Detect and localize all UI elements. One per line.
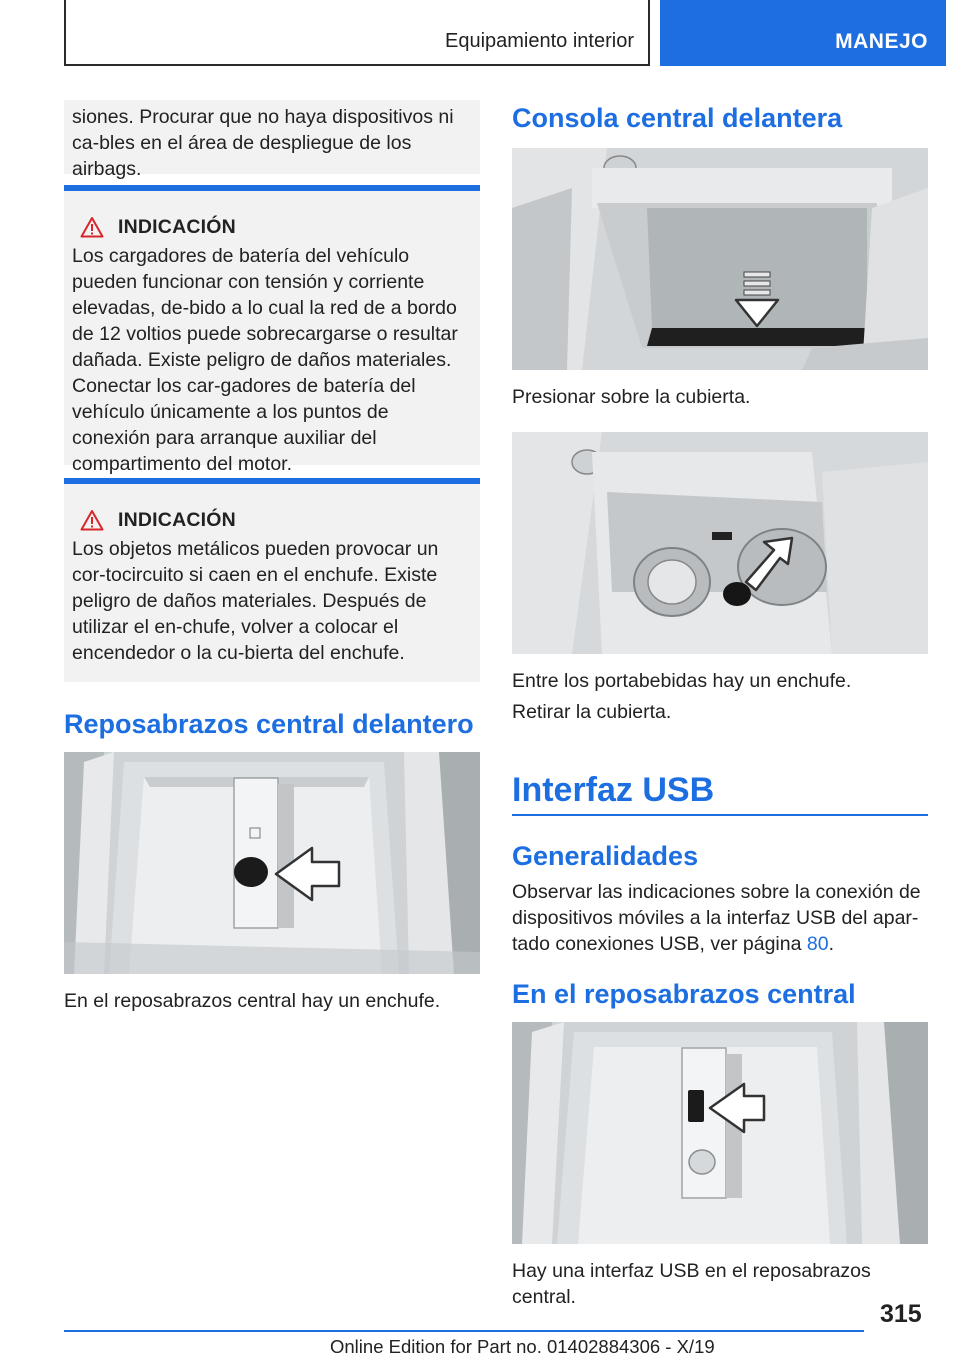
- header-section-tab: [64, 0, 650, 66]
- console-heading: Consola central delantera: [512, 103, 843, 133]
- notice-2-text: Los objetos metálicos pueden provocar un cor-tocircuito si caen en el enchufe. Existe peligro de daños materiales. Después de utilizar el en-chufe, volver a colocar el encendedor o la cu-bierta del enchufe.: [72, 538, 439, 664]
- notice-box-2: [64, 478, 480, 682]
- usb-armrest-heading: En el reposabrazos central: [512, 979, 856, 1009]
- console-caption-1: Presionar sobre la cubierta.: [512, 386, 751, 408]
- warning-triangle-icon: [80, 509, 104, 531]
- continuation-text: siones. Procurar que no haya dispositivos ni ca-bles en el área de despliegue de los airbags.: [72, 106, 454, 180]
- header-section-title: Equipamiento interior: [445, 30, 634, 52]
- notice-2-title: INDICACIÓN: [118, 508, 236, 531]
- page-link-80[interactable]: 80: [806, 933, 829, 955]
- continuation-box: [64, 100, 480, 180]
- page-number: 315: [880, 1300, 922, 1328]
- armrest-caption: En el reposabrazos central hay un enchufe.: [64, 990, 441, 1012]
- general-text-end: .: [828, 933, 834, 955]
- notice-1-title: INDICACIÓN: [118, 215, 236, 238]
- general-text-main: Observar las indicaciones sobre la conexión de dispositivos móviles a la interfaz USB del apar-tado conexiones USB, ver página: [512, 881, 921, 955]
- console-cover-illustration: [512, 148, 928, 370]
- general-heading: Generalidades: [512, 841, 699, 871]
- armrest-heading: Reposabrazos central delantero: [64, 709, 474, 739]
- armrest-socket-illustration: [64, 752, 480, 974]
- usb-heading: Interfaz USB: [512, 771, 715, 809]
- console-socket-illustration: [512, 432, 928, 654]
- usb-armrest-illustration: [512, 1022, 928, 1244]
- usb-heading-rule: [512, 814, 928, 816]
- footer-edition: Online Edition for Part no. 01402884306 - X/19: [330, 1336, 715, 1357]
- footer-rule: [64, 1330, 864, 1332]
- header-chapter-tab: [660, 0, 946, 66]
- usb-armrest-caption: Hay una interfaz USB en el reposabrazos central.: [512, 1260, 871, 1308]
- warning-triangle-icon: [80, 216, 104, 238]
- console-caption-3: Retirar la cubierta.: [512, 701, 672, 723]
- notice-box-1: [64, 185, 480, 475]
- console-caption-2: Entre los portabebidas hay un enchufe.: [512, 670, 852, 692]
- header-chapter-title: MANEJO: [835, 30, 928, 53]
- general-text: [512, 879, 928, 957]
- notice-1-text: Los cargadores de batería del vehículo pueden funcionar con tensión y corriente elevadas, de-bido a lo cual la red de a bordo de 12 voltios puede sobrecargarse o resultar dañada. Existe peligro de daños materiales. Conectar los car-gadores de batería del vehículo únicamente a los puntos de conexión para arranque auxiliar del compartimento del motor.: [72, 245, 458, 475]
